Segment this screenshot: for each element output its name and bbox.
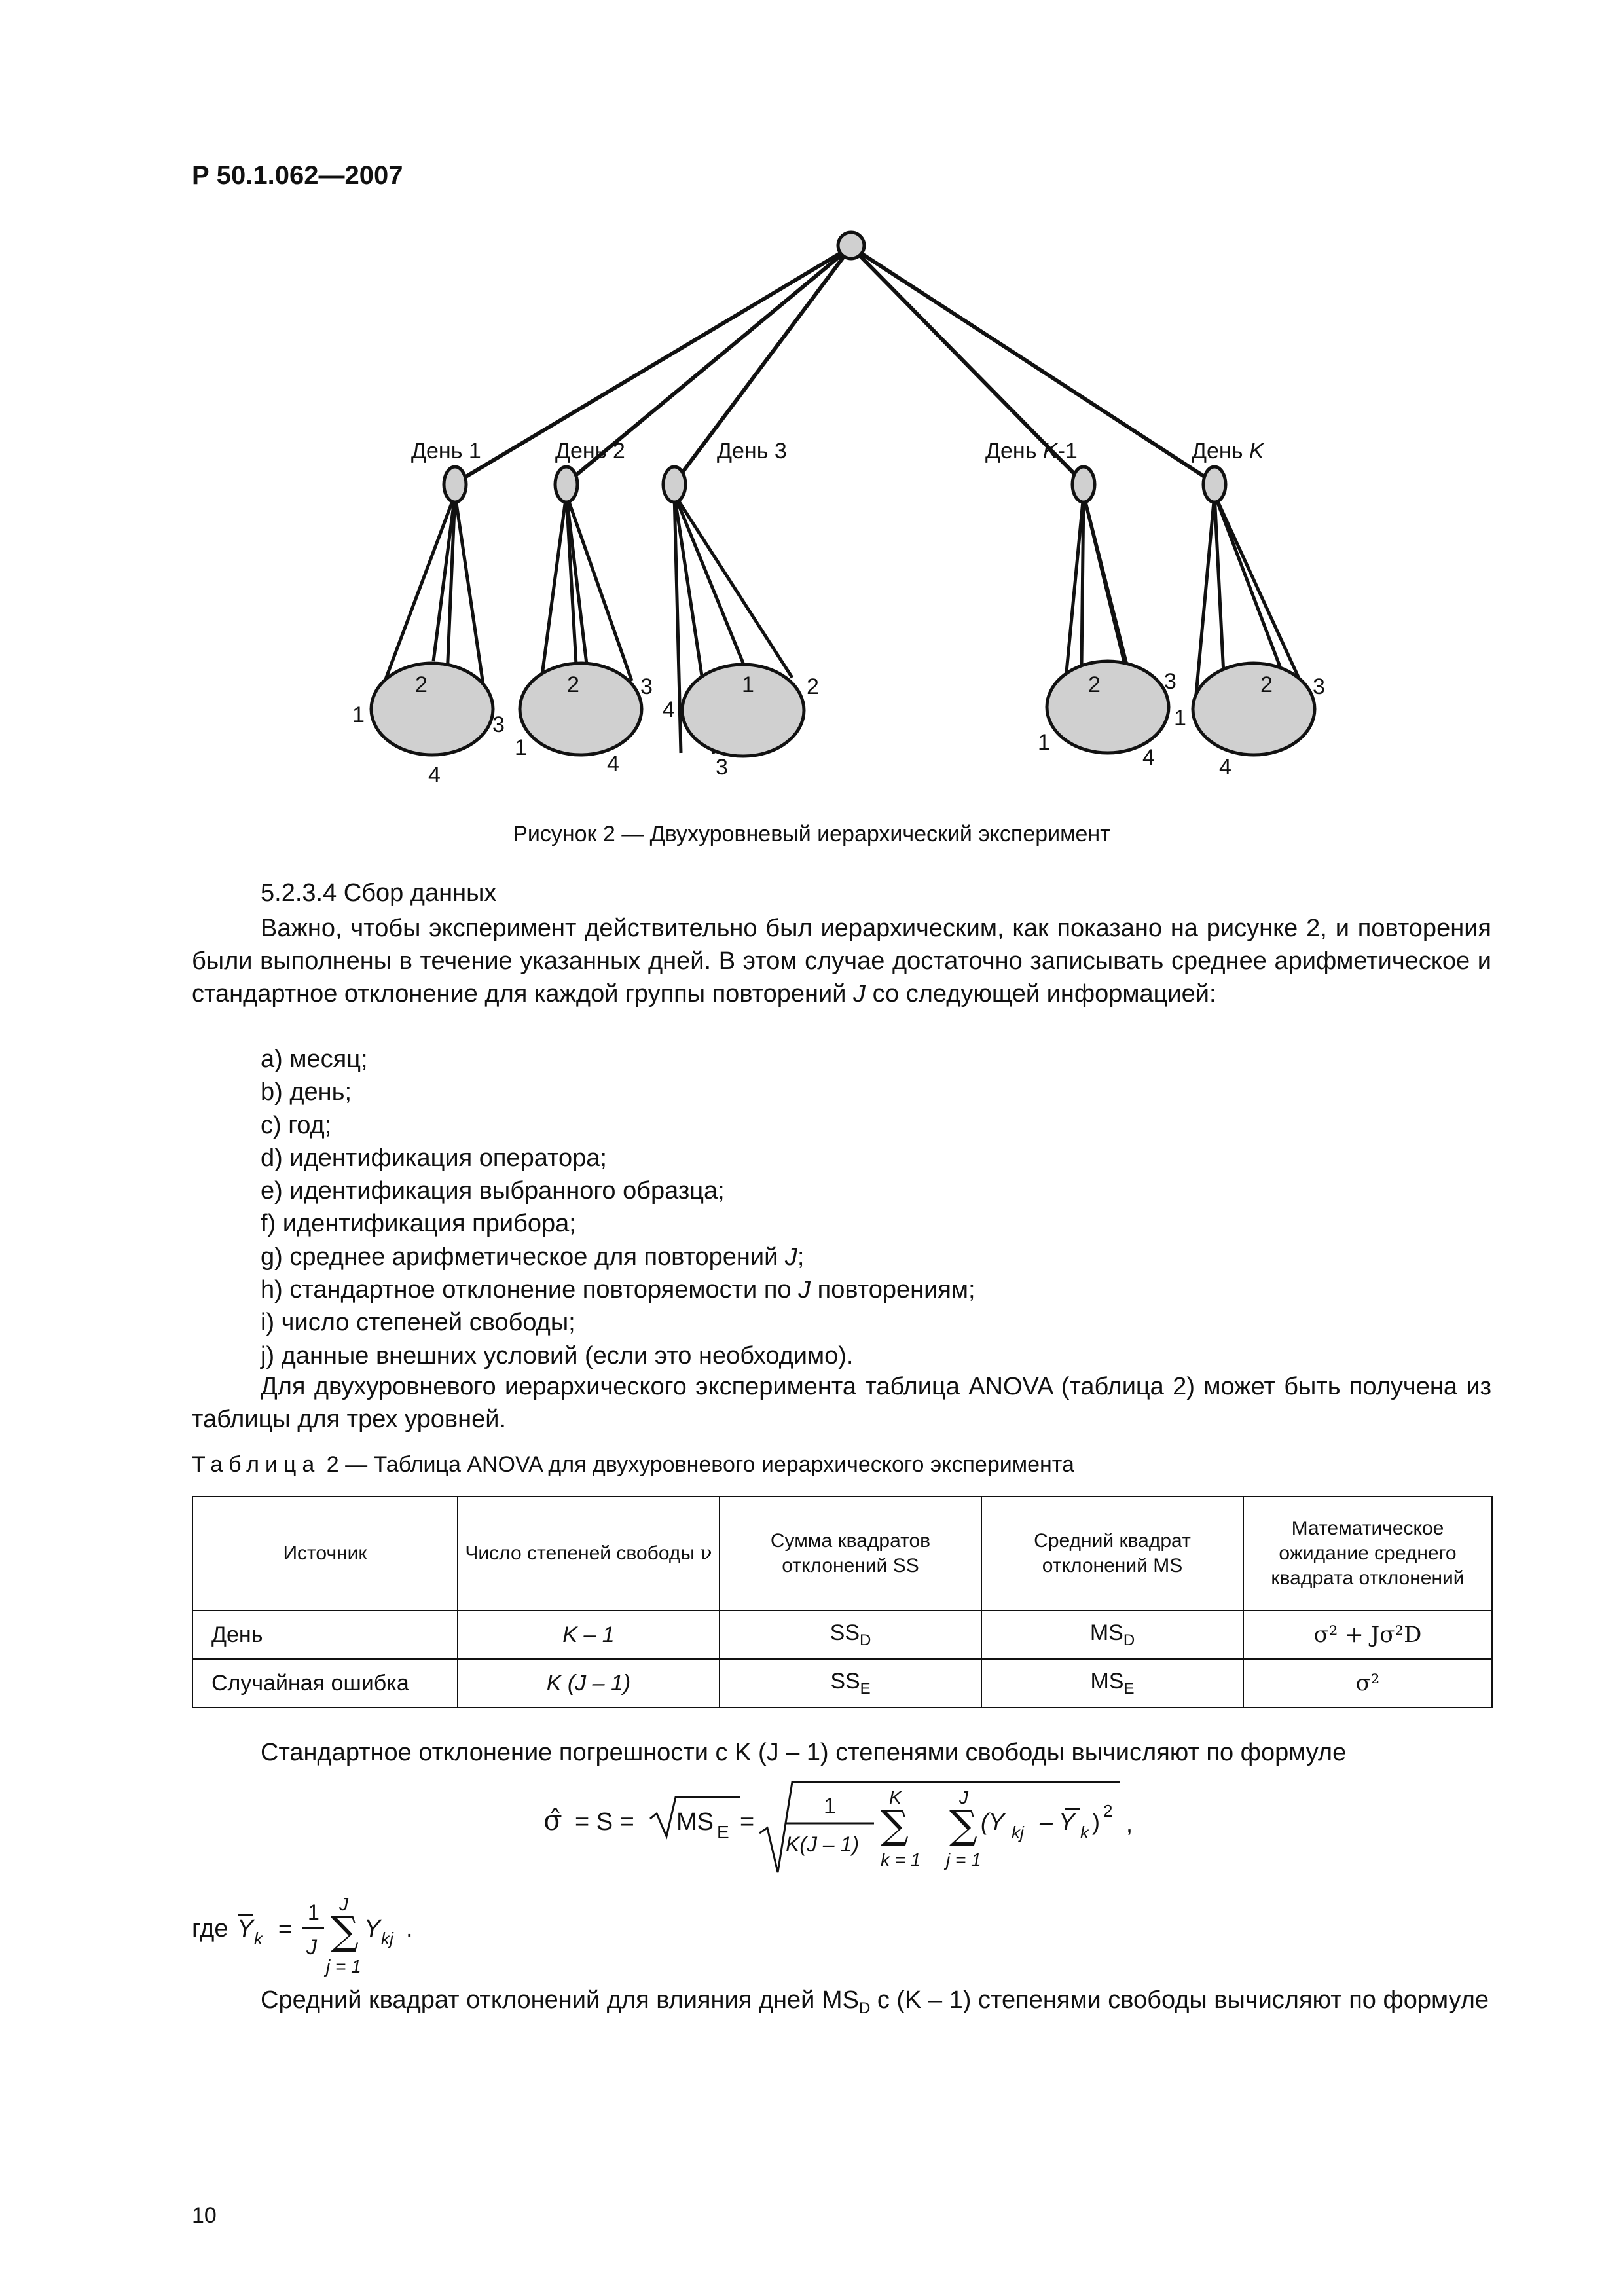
list-text: число степеней свободы; bbox=[281, 1309, 575, 1337]
intro-text-1: Важно, чтобы эксперимент действительно был иерархическим, как показано на рисунке 2, и повторения были выполнены в течение указанных дней. В этом случае достаточно записывать среднее арифметическое и стандартное отклонение для каждой группы повторений bbox=[192, 915, 1491, 1008]
day-labels bbox=[411, 439, 1265, 464]
sum2-top: J bbox=[959, 1787, 968, 1808]
list-item bbox=[261, 1339, 976, 1372]
cell-source: День bbox=[192, 1611, 458, 1659]
mean-formula bbox=[192, 1894, 413, 1977]
list-item bbox=[261, 1241, 976, 1273]
table-row bbox=[192, 1659, 1492, 1707]
day-2-node bbox=[555, 467, 577, 502]
day-label-k-1-prefix: День bbox=[985, 439, 1043, 464]
cell-df: K – 1 bbox=[458, 1611, 720, 1659]
list-marker: c) bbox=[261, 1111, 282, 1139]
group-4-ellipse bbox=[1047, 661, 1169, 753]
list-marker: e) bbox=[261, 1177, 283, 1205]
intro-var-j: J bbox=[853, 980, 866, 1008]
list-text: идентификация выбранного образца; bbox=[289, 1177, 725, 1205]
list-var: J bbox=[798, 1276, 811, 1304]
g5-n1: 1 bbox=[1174, 706, 1186, 731]
mean-term: Y bbox=[364, 1915, 381, 1942]
mean-term-sub: kj bbox=[381, 1929, 393, 1948]
mean-sum-top: J bbox=[339, 1894, 348, 1914]
day-label-3: День 3 bbox=[717, 439, 787, 464]
day-label-k-1 bbox=[985, 439, 1078, 464]
list-tail: повторениям; bbox=[811, 1276, 976, 1304]
ss-base: SS bbox=[830, 1668, 860, 1694]
list-text: среднее арифметическое для повторений bbox=[289, 1243, 785, 1271]
table-title bbox=[192, 1452, 1074, 1478]
cell-ems: σ² bbox=[1243, 1659, 1492, 1707]
mean-den: J bbox=[306, 1935, 317, 1959]
g3-n2: 2 bbox=[807, 674, 819, 699]
g4-n1: 1 bbox=[1038, 730, 1050, 755]
header-source: Источник bbox=[192, 1497, 458, 1611]
page-number: 10 bbox=[192, 2203, 217, 2228]
list-item bbox=[261, 1076, 976, 1108]
list-text: день; bbox=[289, 1078, 352, 1106]
closing-paragraph bbox=[192, 1984, 1491, 2025]
header-ss: Сумма квадратов отклонений SS bbox=[720, 1497, 981, 1611]
list-var: J bbox=[784, 1243, 797, 1271]
info-list bbox=[261, 1043, 976, 1372]
day-label-1: День 1 bbox=[411, 439, 481, 464]
g4-n3: 3 bbox=[1164, 669, 1176, 694]
g2-n2: 2 bbox=[567, 672, 579, 697]
header-df-text: Число степеней свободы bbox=[465, 1542, 695, 1564]
day-k-1-node bbox=[1072, 467, 1095, 502]
sqrt-ms bbox=[650, 1797, 740, 1836]
day-label-k-1-var: K bbox=[1042, 439, 1058, 464]
cell-ms bbox=[981, 1659, 1243, 1707]
where-text: где bbox=[192, 1915, 228, 1942]
g2-n3: 3 bbox=[640, 674, 653, 699]
g1-n2: 2 bbox=[415, 672, 428, 697]
cell-ms bbox=[981, 1611, 1243, 1659]
sum1-sigma: ∑ bbox=[881, 1802, 909, 1848]
list-item bbox=[261, 1142, 976, 1175]
g5-n3: 3 bbox=[1313, 674, 1325, 699]
sum2-bottom: j = 1 bbox=[946, 1850, 981, 1870]
mean-eq: = bbox=[278, 1915, 293, 1942]
closing-text: Средний квадрат отклонений для влияния дней MS bbox=[261, 1986, 859, 2014]
list-text: год; bbox=[288, 1111, 332, 1139]
g5-n4: 4 bbox=[1219, 755, 1231, 780]
day-k-node bbox=[1203, 467, 1226, 502]
cell-ss bbox=[720, 1611, 981, 1659]
term-y: (Y bbox=[981, 1808, 1004, 1835]
sqrt-big bbox=[759, 1782, 1120, 1872]
closing-sub: D bbox=[858, 1999, 871, 2017]
sigma-formula bbox=[543, 1782, 1133, 1872]
list-marker: i) bbox=[261, 1309, 275, 1337]
list-marker: a) bbox=[261, 1046, 283, 1073]
header-ems: Математическое ожидание среднего квадрата отклонений bbox=[1243, 1497, 1492, 1611]
list-text: стандартное отклонение повторяемости по bbox=[289, 1276, 799, 1304]
term-close: ) bbox=[1092, 1808, 1100, 1835]
day-label-k-1-suffix: -1 bbox=[1057, 439, 1078, 464]
list-item bbox=[261, 1273, 976, 1306]
day-label-k-prefix: День bbox=[1192, 439, 1249, 464]
sum2-sigma: ∑ bbox=[949, 1802, 977, 1848]
g2-n1: 1 bbox=[515, 735, 527, 760]
ms-e-sub: E bbox=[717, 1822, 729, 1842]
intro-text-2: со следующей информацией: bbox=[866, 980, 1216, 1008]
ms-base: MS bbox=[1089, 1620, 1123, 1645]
list-item bbox=[261, 1175, 976, 1207]
cell-df: K (J – 1) bbox=[458, 1659, 720, 1707]
document-code: Р 50.1.062—2007 bbox=[192, 161, 403, 190]
group-2-ellipse bbox=[520, 663, 642, 755]
figure-caption: Рисунок 2 — Двухуровневый иерархический эксперимент bbox=[513, 822, 1110, 847]
g2-n4: 4 bbox=[607, 752, 619, 776]
list-item bbox=[261, 1109, 976, 1142]
list-text: данные внешних условий (если это необходимо). bbox=[281, 1341, 854, 1370]
day-label-2: День 2 bbox=[555, 439, 625, 464]
day-3-node bbox=[663, 467, 685, 502]
g3-n4: 4 bbox=[663, 697, 675, 722]
mean-num: 1 bbox=[308, 1901, 319, 1924]
intro-paragraph bbox=[192, 912, 1491, 1010]
replicate-numbers bbox=[352, 669, 1325, 788]
eq2: = bbox=[740, 1808, 755, 1836]
mean-y-sub: k bbox=[254, 1929, 263, 1948]
g3-n3: 3 bbox=[716, 755, 728, 780]
list-text: идентификация оператора; bbox=[289, 1144, 607, 1172]
closing-rest: с (K – 1) степенями свободы вычисляют по формуле bbox=[870, 1986, 1489, 2014]
group-5-ellipse bbox=[1193, 663, 1315, 755]
sigma-hat: σ̂ bbox=[543, 1804, 562, 1836]
formula-intro: Стандартное отклонение погрешности с K (J – 1) степенями свободы вычисляют по формуле bbox=[261, 1739, 1347, 1766]
mean-dot: . bbox=[406, 1915, 413, 1942]
g3-n1: 1 bbox=[742, 672, 754, 697]
mean-sum-bottom: j = 1 bbox=[326, 1956, 361, 1977]
hierarchy-diagram bbox=[0, 0, 1623, 812]
mean-sigma: ∑ bbox=[331, 1908, 359, 1954]
list-marker: j) bbox=[261, 1341, 275, 1370]
ss-base: SS bbox=[830, 1620, 860, 1645]
list-item bbox=[261, 1306, 976, 1339]
ms-sub: D bbox=[1123, 1631, 1135, 1649]
ss-sub: E bbox=[860, 1679, 871, 1698]
header-df bbox=[458, 1497, 720, 1611]
g4-n2: 2 bbox=[1088, 672, 1101, 697]
cell-ems: σ² + Jσ²D bbox=[1243, 1611, 1492, 1659]
list-item bbox=[261, 1207, 976, 1240]
day-label-k bbox=[1192, 439, 1265, 464]
term-minus: – Y bbox=[1040, 1808, 1075, 1835]
table-header-row bbox=[192, 1497, 1492, 1611]
sum1-bottom: k = 1 bbox=[881, 1850, 921, 1870]
frac-num: 1 bbox=[824, 1794, 836, 1819]
list-marker: f) bbox=[261, 1210, 276, 1238]
mean-y: Y bbox=[237, 1915, 254, 1942]
list-text: месяц; bbox=[289, 1046, 368, 1073]
table-row bbox=[192, 1611, 1492, 1659]
header-df-symbol: ν bbox=[700, 1542, 712, 1565]
ms-base: MS bbox=[1090, 1668, 1124, 1694]
day-label-k-var: K bbox=[1249, 439, 1264, 464]
g5-n2: 2 bbox=[1260, 672, 1273, 697]
comma: , bbox=[1126, 1810, 1133, 1837]
list-marker: d) bbox=[261, 1144, 283, 1172]
table-title-label: Таблица bbox=[192, 1452, 321, 1477]
list-marker: b) bbox=[261, 1078, 283, 1106]
term-sub2: k bbox=[1080, 1823, 1089, 1842]
cell-ss bbox=[720, 1659, 981, 1707]
eq-s: = S = bbox=[575, 1808, 634, 1836]
cell-source: Случайная ошибка bbox=[192, 1659, 458, 1707]
anova-table bbox=[192, 1496, 1493, 1708]
term-sup: 2 bbox=[1103, 1801, 1113, 1821]
table-title-text: 2 — Таблица ANOVA для двухуровневого иерархического эксперимента bbox=[320, 1452, 1074, 1477]
term-sub1: kj bbox=[1012, 1823, 1024, 1842]
list-marker: g) bbox=[261, 1243, 283, 1271]
day-1-node bbox=[444, 467, 466, 502]
list-tail: ; bbox=[797, 1243, 805, 1271]
list-marker: h) bbox=[261, 1276, 283, 1304]
list-text: идентификация прибора; bbox=[282, 1210, 576, 1238]
g4-n4: 4 bbox=[1142, 745, 1155, 770]
header-ms: Средний квадрат отклонений MS bbox=[981, 1497, 1243, 1611]
g1-n1: 1 bbox=[352, 702, 365, 727]
ss-sub: D bbox=[860, 1631, 871, 1649]
anova-paragraph: Для двухуровневого иерархического эксперимента таблица ANOVA (таблица 2) может быть получена из таблицы для трех уровней. bbox=[192, 1373, 1491, 1433]
frac-den: K(J – 1) bbox=[786, 1832, 860, 1856]
root-node bbox=[838, 232, 864, 259]
ms-e: MS bbox=[676, 1808, 714, 1836]
list-item bbox=[261, 1043, 976, 1076]
group-1-ellipse bbox=[371, 663, 493, 755]
g1-n4: 4 bbox=[428, 763, 441, 788]
g1-n3: 3 bbox=[492, 712, 505, 737]
section-heading: 5.2.3.4 Сбор данных bbox=[261, 879, 497, 907]
sum1-top: K bbox=[889, 1787, 902, 1808]
ms-sub: E bbox=[1123, 1679, 1135, 1698]
